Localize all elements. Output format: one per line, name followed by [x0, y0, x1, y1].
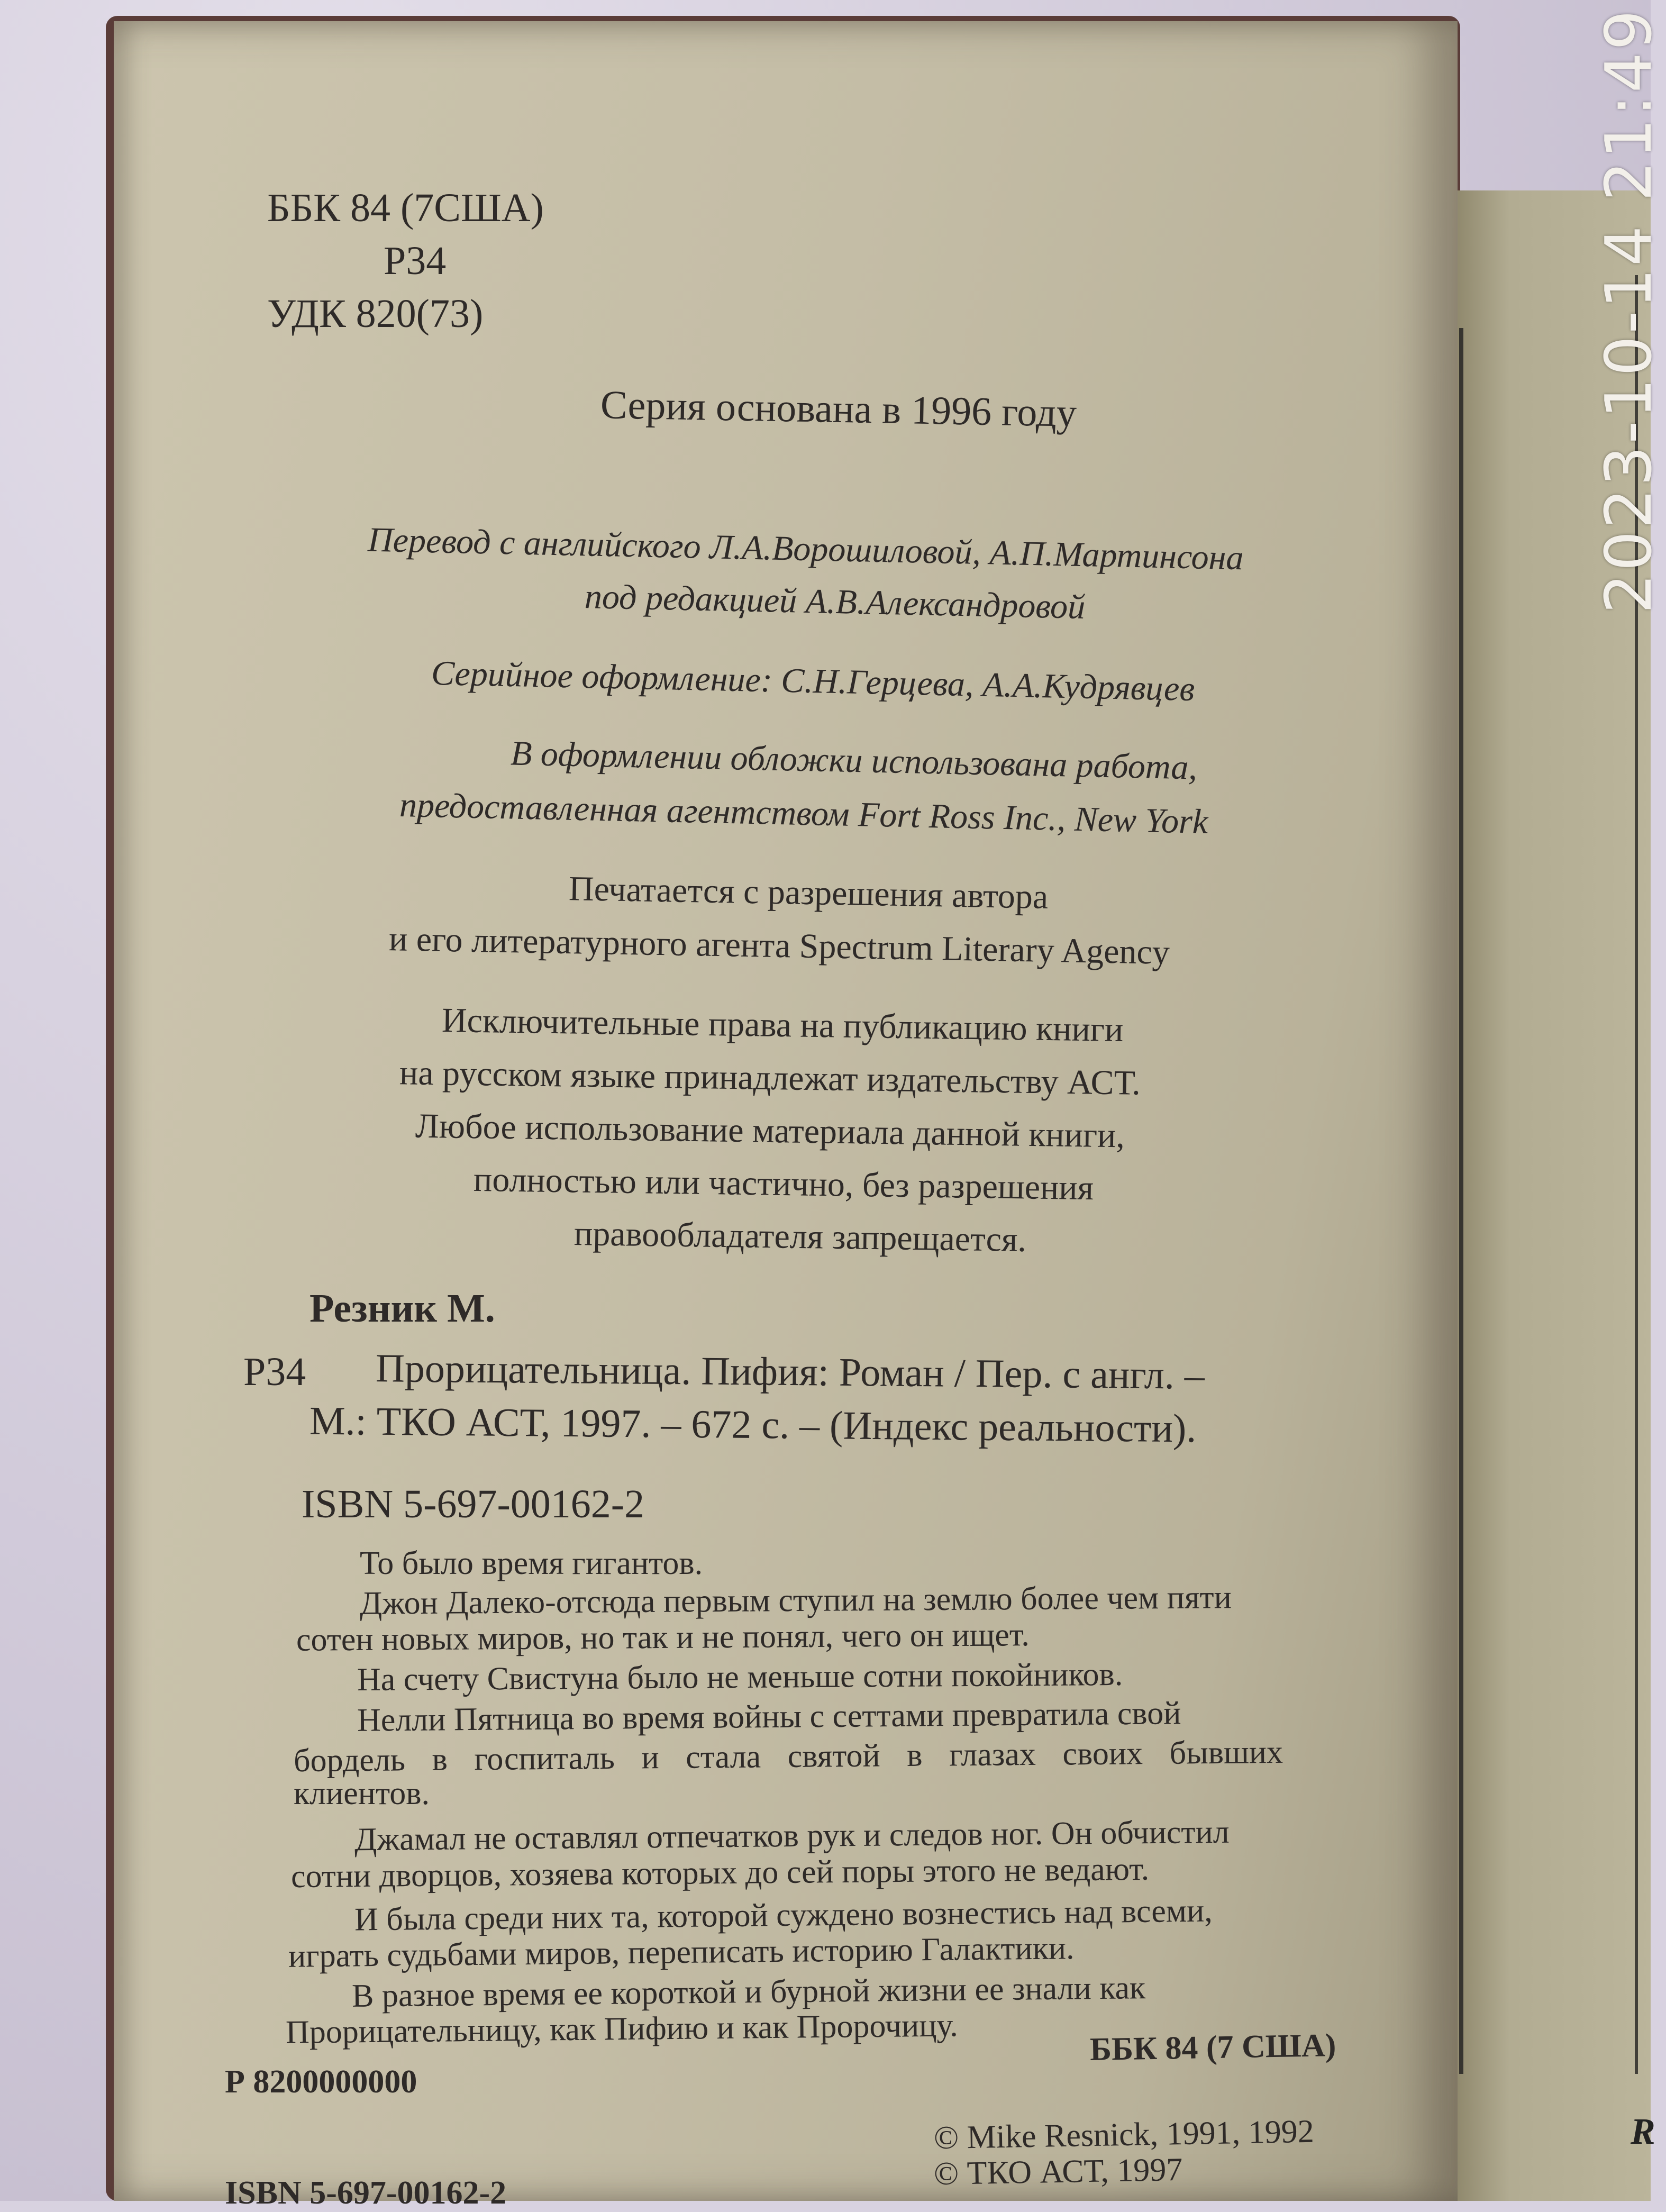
annotation-p6-line-2: играть судьбами миров, переписать историю Галактики.	[288, 1930, 1075, 1974]
footer-copyright-author: © Mike Resnick, 1991, 1992	[933, 2113, 1315, 2156]
catalog-author: Резник М.	[309, 1286, 495, 1331]
translation-line-1: Перевод с английского Л.А.Ворошиловой, А.П.Мартинсона	[367, 520, 1244, 578]
rights-line-3: Любое использование материала данной книги,	[415, 1106, 1125, 1155]
permission-line-2: и его литературного агента Spectrum Literary Agency	[388, 920, 1170, 972]
catalog-title-line: Прорицательница. Пифия: Роман / Пер. с англ. –	[375, 1346, 1205, 1398]
footer-left-code: Р 8200000000	[225, 2064, 417, 2100]
right-page-edge-letter: R	[1631, 2111, 1655, 2152]
footer-bbk: ББК 84 (7 США)	[1089, 2027, 1336, 2068]
rights-line-4: полностью или частично, без разрешения	[473, 1160, 1094, 1208]
cover-art-line-2: предоставленная агентством Fort Ross Inc., New York	[399, 786, 1208, 841]
annotation-p5-line-1: Джамал не оставлял отпечатков рук и следов ног. Он обчистил	[354, 1814, 1230, 1858]
annotation-p3: На счету Свистуна было не меньше сотни покойников.	[357, 1656, 1123, 1698]
catalog-code: Р34	[243, 1350, 306, 1394]
translation-line-2: под редакцией А.В.Александровой	[584, 577, 1086, 626]
annotation-p7-line-2: Прорицательницу, как Пифию и как Пророчицу.	[285, 2007, 958, 2051]
series-design: Серийное оформление: С.Н.Герцева, А.А.Кудрявцев	[431, 653, 1195, 709]
footer-isbn: ISBN 5-697-00162-2	[225, 2175, 507, 2211]
catalog-publisher-line: М.: ТКО АСТ, 1997. – 672 с. – (Индекс реальности).	[309, 1398, 1197, 1451]
rights-line-5: правообладателя запрещается.	[573, 1214, 1027, 1259]
rights-line-2: на русском языке принадлежат издательству АСТ.	[399, 1053, 1141, 1103]
right-page-border-line	[1459, 328, 1463, 2074]
annotation-p4-line-3: клиентов.	[294, 1776, 430, 1812]
annotation-p6-line-1: И была среди них та, которой суждено вознестись над всеми,	[354, 1892, 1213, 1938]
annotation-p4-line-1: Нелли Пятница во время войны с сеттами превратила свой	[357, 1695, 1181, 1738]
annotation-p4-line-2: бордель в госпиталь и стала святой в глазах своих бывших	[293, 1734, 1283, 1779]
photo-timestamp: 2023-10-14 21:49	[1592, 7, 1666, 614]
rights-line-1: Исключительные права на публикацию книги	[441, 1001, 1124, 1049]
annotation-p2-line-2: сотен новых миров, но так и не понял, чего он ищет.	[296, 1617, 1030, 1658]
annotation-p2-line-1: Джон Далеко-отсюда первым ступил на землю более чем пяти	[359, 1579, 1232, 1622]
series-note: Серия основана в 1996 году	[600, 383, 1077, 435]
footer-copyright-publisher: © ТКО АСТ, 1997	[933, 2151, 1183, 2192]
bbk-code: ББК 84 (7США)	[267, 186, 544, 230]
left-page	[114, 21, 1458, 2211]
catalog-isbn: ISBN 5-697-00162-2	[302, 1482, 645, 1526]
permission-line-1: Печатается с разрешения автора	[568, 869, 1049, 916]
annotation-p5-line-2: сотни дворцов, хозяева которых до сей поры этого не ведают.	[290, 1851, 1150, 1895]
udk-code: УДК 820(73)	[267, 292, 484, 336]
annotation-first-line: То было время гигантов.	[360, 1545, 703, 1581]
annotation-p7-line-1: В разное время ее короткой и бурной жизни ее знали как	[351, 1970, 1146, 2014]
cover-art-line-1: В оформлении обложки использована работа,	[510, 734, 1198, 787]
classification-code: Р34	[384, 239, 447, 283]
